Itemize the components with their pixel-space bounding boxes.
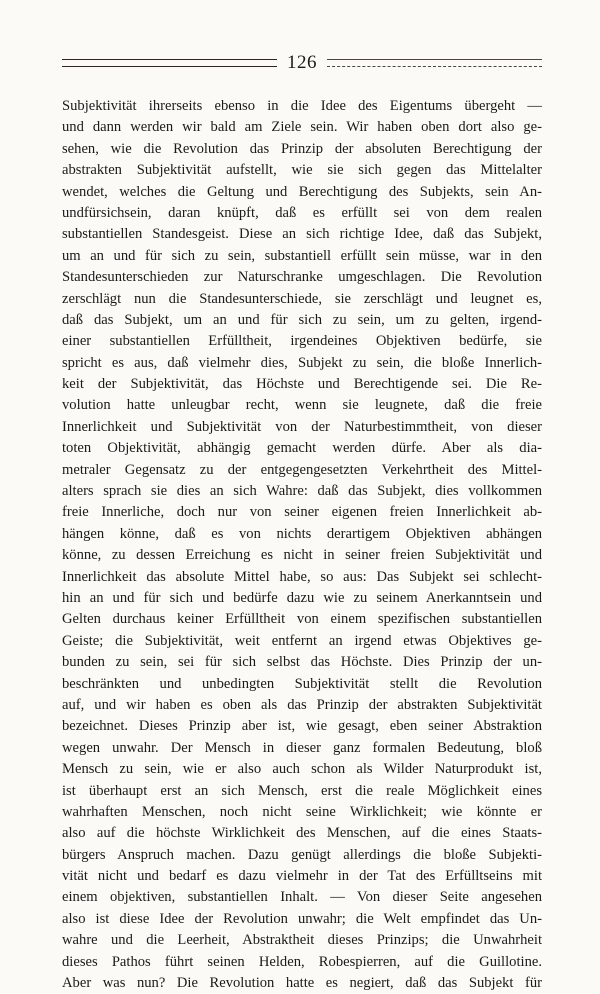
text-line: und dann werden wir bald am Ziele sein. Wir haben oben dort also ge- <box>62 119 542 136</box>
text-line: Innerlichkeit das absolute Mittel habe, so aus: Das Subjekt sei schlecht- <box>62 568 542 585</box>
text-line: undfürsichsein, daran knüpft, daß es erfüllt sei von dem realen <box>62 204 542 221</box>
text-line: Standesunterschieden zur Naturschranke umgeschlagen. Die Revolution <box>62 269 542 286</box>
text-line: freie Innerliche, doch nur von seiner eigenen freien Innerlichkeit ab- <box>62 504 542 521</box>
text-line: spricht es aus, daß vielmehr dies, Subjekt zu sein, die bloße Innerlich- <box>62 354 542 371</box>
text-line: wahre und die Leerheit, Abstraktheit dieses Prinzips; die Unwahrheit <box>62 932 542 949</box>
page-number: 126 <box>287 52 317 73</box>
text-line: wahrhaften Menschen, noch nicht seine Wirklichkeit; wie könnte er <box>62 803 542 820</box>
text-line: ist überhaupt erst an sich Mensch, erst die reale Möglichkeit eines <box>62 782 542 799</box>
text-line: einer substantiellen Erfülltheit, irgendeines Objektiven bedürfe, sie <box>62 333 542 350</box>
text-line: zerschlägt nun die Standesunterschiede, sie zerschlägt und leugnet es, <box>62 290 542 307</box>
text-line: dieses Pathos führt seinen Helden, Robespierren, auf die Guillotine. <box>62 953 542 970</box>
text-line: abstrakten Subjektivität aufstellt, wie sie sich gegen das Mittelalter <box>62 162 542 179</box>
text-line: wegen unwahr. Der Mensch in dieser ganz formalen Bedeutung, bloß <box>62 739 542 756</box>
header-rule-right <box>327 59 542 67</box>
text-line: also ist diese Idee der Revolution unwahr; die Welt empfindet das Un- <box>62 910 542 927</box>
text-line: um an und für sich zu sein, substantiell erfüllt sein müsse, war in den <box>62 247 542 264</box>
text-line: toten Objektivität, abhängig gemacht werden dürfe. Aber als dia- <box>62 440 542 457</box>
body-text <box>62 96 542 994</box>
text-line: volution hatte unleugbar recht, wenn sie leugnete, daß die freie <box>62 397 542 414</box>
text-line: substantiellen Standesgeist. Diese an sich richtige Idee, daß das Subjekt, <box>62 226 542 243</box>
text-line: wendet, welches die Geltung und Berechtigung des Subjekts, sein An- <box>62 183 542 200</box>
text-line: vität nicht und bedarf es dazu vielmehr in der Tat des Erfülltseins mit <box>62 868 542 885</box>
text-line: könne, zu dessen Erreichung es nicht in seiner freien Subjektivität und <box>62 547 542 564</box>
text-line: einem objektiven, substantiellen Inhalt. — Von dieser Seite angesehen <box>62 889 542 906</box>
text-line: hin an und für sich und bedürfe dazu wie zu seinem Anerkanntsein und <box>62 589 542 606</box>
text-line: keit der Subjektivität, das Höchste und Berechtigende sei. Die Re- <box>62 376 542 393</box>
text-line: Subjektivität ihrerseits ebenso in die Idee des Eigentums übergeht — <box>62 98 542 114</box>
page-header <box>62 50 542 76</box>
text-line: hängen könne, daß es von nichts derartigem Objektiven abhängen <box>62 525 542 542</box>
text-line: Mensch zu sein, wie er also auch schon als Wilder Naturprodukt ist, <box>62 761 542 778</box>
text-line: beschränkten und unbedingten Subjektivität stellt die Revolution <box>62 675 542 692</box>
text-line: metraler Gegensatz zu der entgegengesetzten Verkehrtheit des Mittel- <box>62 461 542 478</box>
text-line: daß das Subjekt, um an und für sich zu sein, um zu gelten, irgend- <box>62 311 542 328</box>
text-line: Aber was nun? Die Revolution hatte es negiert, daß das Subjekt für <box>62 975 542 992</box>
text-line: sehen, wie die Revolution das Prinzip der absoluten Berechtigung der <box>62 140 542 157</box>
text-line: Gelten durchaus keiner Erfülltheit von einem spezifischen substantiellen <box>62 611 542 628</box>
header-rule-left <box>62 59 277 67</box>
text-line: also auf die höchste Wirklichkeit des Menschen, auf die eines Staats- <box>62 825 542 842</box>
text-line: bürgers Anspruch machen. Dazu genügt allerdings die bloße Subjekti- <box>62 846 542 863</box>
text-line: bezeichnet. Dieses Prinzip aber ist, wie gesagt, eben seiner Abstraktion <box>62 718 542 735</box>
text-line: alters sprach sie dies an sich Wahre: daß das Subjekt, dies vollkommen <box>62 483 542 500</box>
text-line: Innerlichkeit und Subjektivität von der Naturbestimmtheit, von dieser <box>62 418 542 435</box>
text-line: bunden zu sein, sei für sich selbst das Höchste. Dies Prinzip der un- <box>62 654 542 671</box>
text-line: Geiste; die Subjektivität, weit entfernt an irgend etwas Objektives ge- <box>62 632 542 649</box>
text-line: auf, und wir haben es oben als das Prinzip der abstrakten Subjektivität <box>62 696 542 713</box>
